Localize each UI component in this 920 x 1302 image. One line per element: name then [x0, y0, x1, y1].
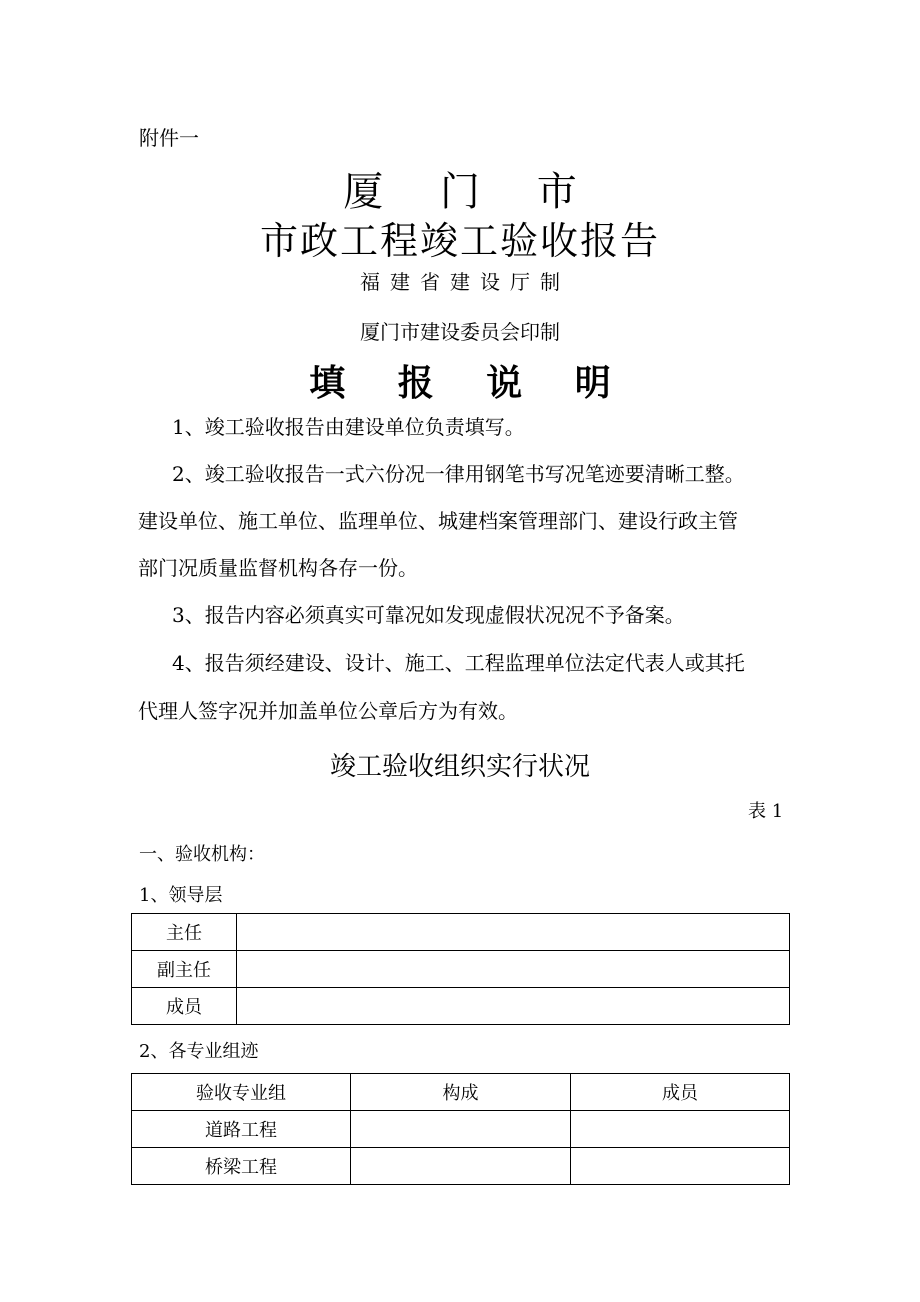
table-label: 表 1: [748, 801, 784, 822]
specialty-group-label: 桥梁工程: [132, 1148, 351, 1185]
column-header: 验收专业组: [132, 1074, 351, 1111]
column-header: 构成: [351, 1074, 571, 1111]
leadership-entry-cell[interactable]: [237, 988, 790, 1025]
table-row: [132, 1111, 790, 1148]
instructions-heading: 填 报 说 明: [309, 362, 631, 404]
org-heading: 一、验收机构：: [139, 844, 265, 865]
instruction-item-4-line-2: 代理人签字况并加盖单位公章后方为有效。: [138, 699, 518, 723]
table-row: [132, 914, 790, 951]
table-row: [132, 951, 790, 988]
composition-cell[interactable]: [351, 1148, 571, 1185]
issuer-city: 厦门市建设委员会印制: [360, 320, 560, 344]
instruction-item-4-line-1: 4、报告须经建设、设计、施工、工程监理单位法定代表人或其托: [172, 651, 745, 675]
table-row: [132, 1148, 790, 1185]
issuer-province: 福建省建设厅制: [360, 270, 570, 294]
specialty-group-label: 道路工程: [132, 1111, 351, 1148]
instruction-item-2-line-2: 建设单位、施工单位、监理单位、城建档案管理部门、建设行政主管: [138, 509, 738, 533]
leadership-table: [131, 913, 790, 1025]
city-heading: 厦 门 市: [343, 169, 599, 215]
members-cell[interactable]: [571, 1111, 790, 1148]
instruction-item-1: 1、竣工验收报告由建设单位负责填写。: [172, 415, 525, 439]
instruction-item-3: 3、报告内容必须真实可靠况如发现虚假状况况不予备案。: [172, 603, 685, 627]
leadership-role-label: 副主任: [132, 951, 237, 988]
members-cell[interactable]: [571, 1148, 790, 1185]
specialty-heading: 2、各专业组迹: [139, 1041, 259, 1062]
table-row: [132, 988, 790, 1025]
instruction-item-2-line-3: 部门况质量监督机构各存一份。: [138, 556, 418, 580]
instruction-item-2-line-1: 2、竣工验收报告一式六份况一律用钢笔书写况笔迹要清晰工整。: [172, 462, 745, 486]
specialty-table: [131, 1073, 790, 1185]
composition-cell[interactable]: [351, 1111, 571, 1148]
section-title: 竣工验收组织实行状况: [329, 752, 590, 782]
column-header: 成员: [571, 1074, 790, 1111]
leadership-role-label: 成员: [132, 988, 237, 1025]
report-title: 市政工程竣工验收报告: [259, 219, 660, 263]
attachment-label: 附件一: [139, 126, 199, 150]
leadership-heading: 1、领导层: [139, 885, 223, 906]
table-header-row: [132, 1074, 790, 1111]
leadership-entry-cell[interactable]: [237, 951, 790, 988]
leadership-entry-cell[interactable]: [237, 914, 790, 951]
leadership-role-label: 主任: [132, 914, 237, 951]
